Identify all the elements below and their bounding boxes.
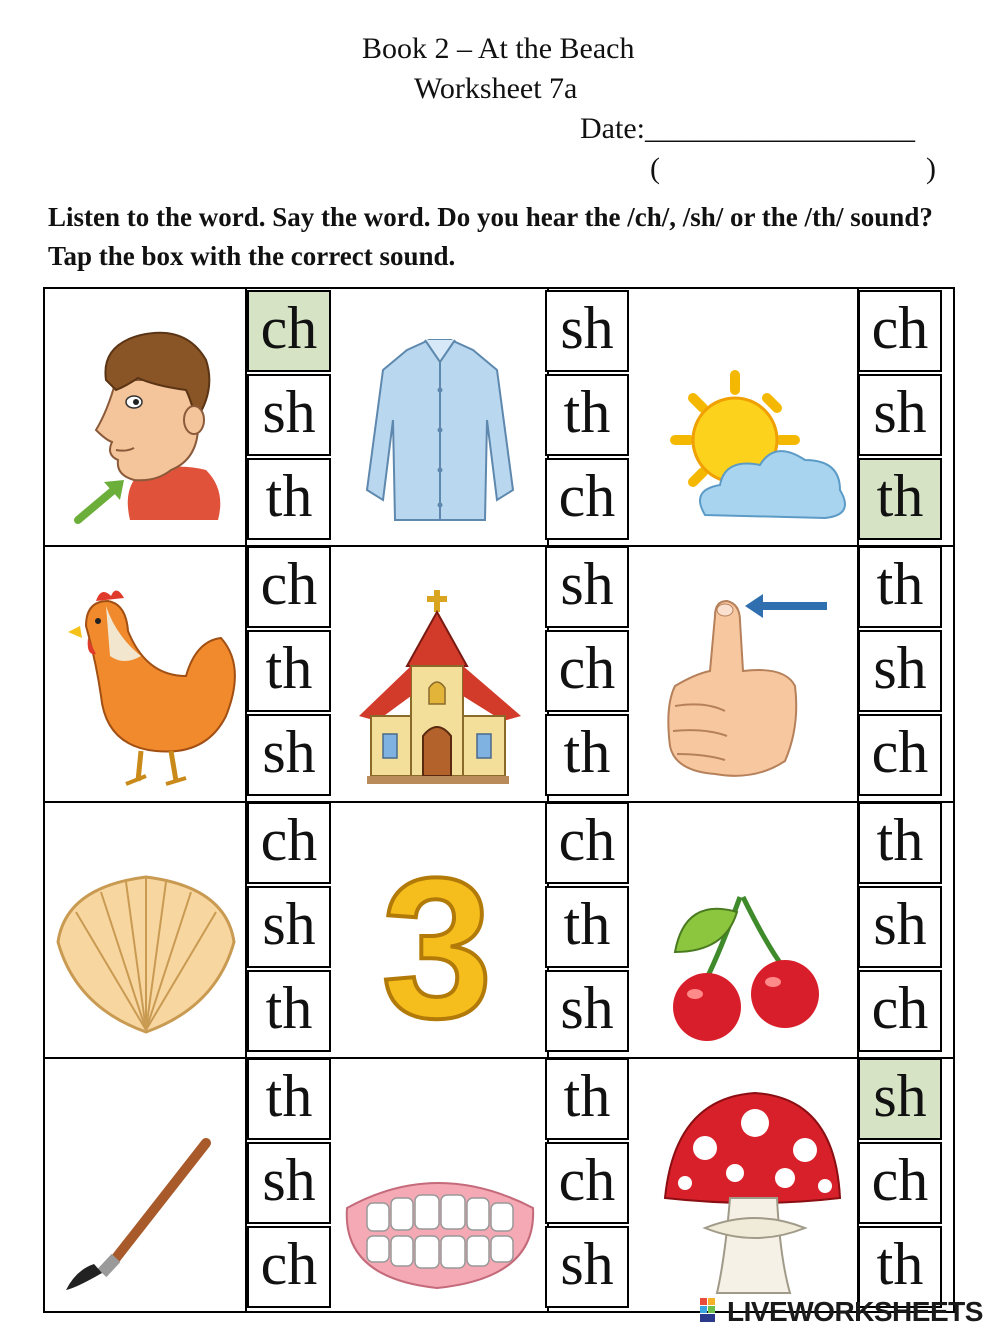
sound-option-th[interactable]: th [247,970,331,1052]
sound-option-th[interactable]: th [247,630,331,712]
sound-option-th[interactable]: th [858,546,942,628]
sound-option-sh[interactable]: sh [247,714,331,796]
sound-option-th[interactable]: th [545,714,629,796]
chin-boy-icon [46,290,244,542]
picture-cell [46,1058,244,1310]
sound-option-sh[interactable]: sh [858,1058,942,1140]
liveworksheets-icon [700,1298,724,1324]
sound-option-ch[interactable]: ch [858,714,942,796]
picture-cell [645,1058,855,1310]
thumb-icon [645,546,855,798]
brand-name: LIVEWORKSHEETS [727,1296,983,1327]
sound-option-sh[interactable]: sh [858,374,942,456]
sound-option-ch[interactable]: ch [247,1226,331,1308]
sound-option-ch[interactable]: ch [247,802,331,884]
picture-cell [46,802,244,1054]
sound-option-th[interactable]: th [545,374,629,456]
mushroom-icon [645,1058,855,1310]
svg-text:3: 3 [381,837,493,1054]
sound-option-sh[interactable]: sh [545,970,629,1052]
sound-option-ch[interactable]: ch [247,290,331,372]
sound-option-sh[interactable]: sh [545,546,629,628]
picture-cell [645,290,855,542]
sound-option-ch[interactable]: ch [545,458,629,540]
sound-option-ch[interactable]: ch [247,546,331,628]
paren-open: ( [650,152,660,185]
sound-option-sh[interactable]: sh [247,1142,331,1224]
sound-option-th[interactable]: th [247,1058,331,1140]
sound-option-th[interactable]: th [858,458,942,540]
sound-option-ch[interactable]: ch [545,802,629,884]
shell-icon [46,802,244,1054]
paren-close: ) [926,152,936,185]
picture-cell [337,802,543,1054]
sound-option-th[interactable]: th [545,1058,629,1140]
picture-cell [337,290,543,542]
sound-option-sh[interactable]: sh [545,1226,629,1308]
sound-option-sh[interactable]: sh [247,374,331,456]
date-field: Date:__________________ [580,112,915,145]
sound-option-ch[interactable]: ch [858,1142,942,1224]
church-icon [337,546,543,798]
sound-option-th[interactable]: th [545,886,629,968]
sound-option-th[interactable]: th [858,1226,942,1308]
picture-cell [337,546,543,798]
sound-option-ch[interactable]: ch [545,630,629,712]
picture-cell [46,546,244,798]
sound-option-sh[interactable]: sh [247,886,331,968]
picture-cell [645,546,855,798]
picture-cell [46,290,244,542]
paintbrush-icon [46,1058,244,1310]
sound-option-th[interactable]: th [247,458,331,540]
hen-icon [46,546,244,798]
sound-option-sh[interactable]: sh [545,290,629,372]
sound-option-th[interactable]: th [858,802,942,884]
teeth-icon [337,1058,543,1310]
sound-option-ch[interactable]: ch [545,1142,629,1224]
sound-option-ch[interactable]: ch [858,290,942,372]
worksheet-number: Worksheet 7a [414,72,578,105]
book-title: Book 2 – At the Beach [362,32,635,65]
sun-cloud-icon [645,290,855,542]
sound-option-sh[interactable]: sh [858,630,942,712]
picture-cell [337,1058,543,1310]
cherry-icon [645,802,855,1054]
sound-option-ch[interactable]: ch [858,970,942,1052]
instructions: Listen to the word. Say the word. Do you hear the /ch/, /sh/ or the /th/ sound? Tap the box with the correct sound. [48,202,933,271]
sound-option-sh[interactable]: sh [858,886,942,968]
number-three-icon [337,802,543,1054]
shirt-icon [337,290,543,542]
liveworksheets-logo [700,1296,983,1328]
picture-cell [645,802,855,1054]
